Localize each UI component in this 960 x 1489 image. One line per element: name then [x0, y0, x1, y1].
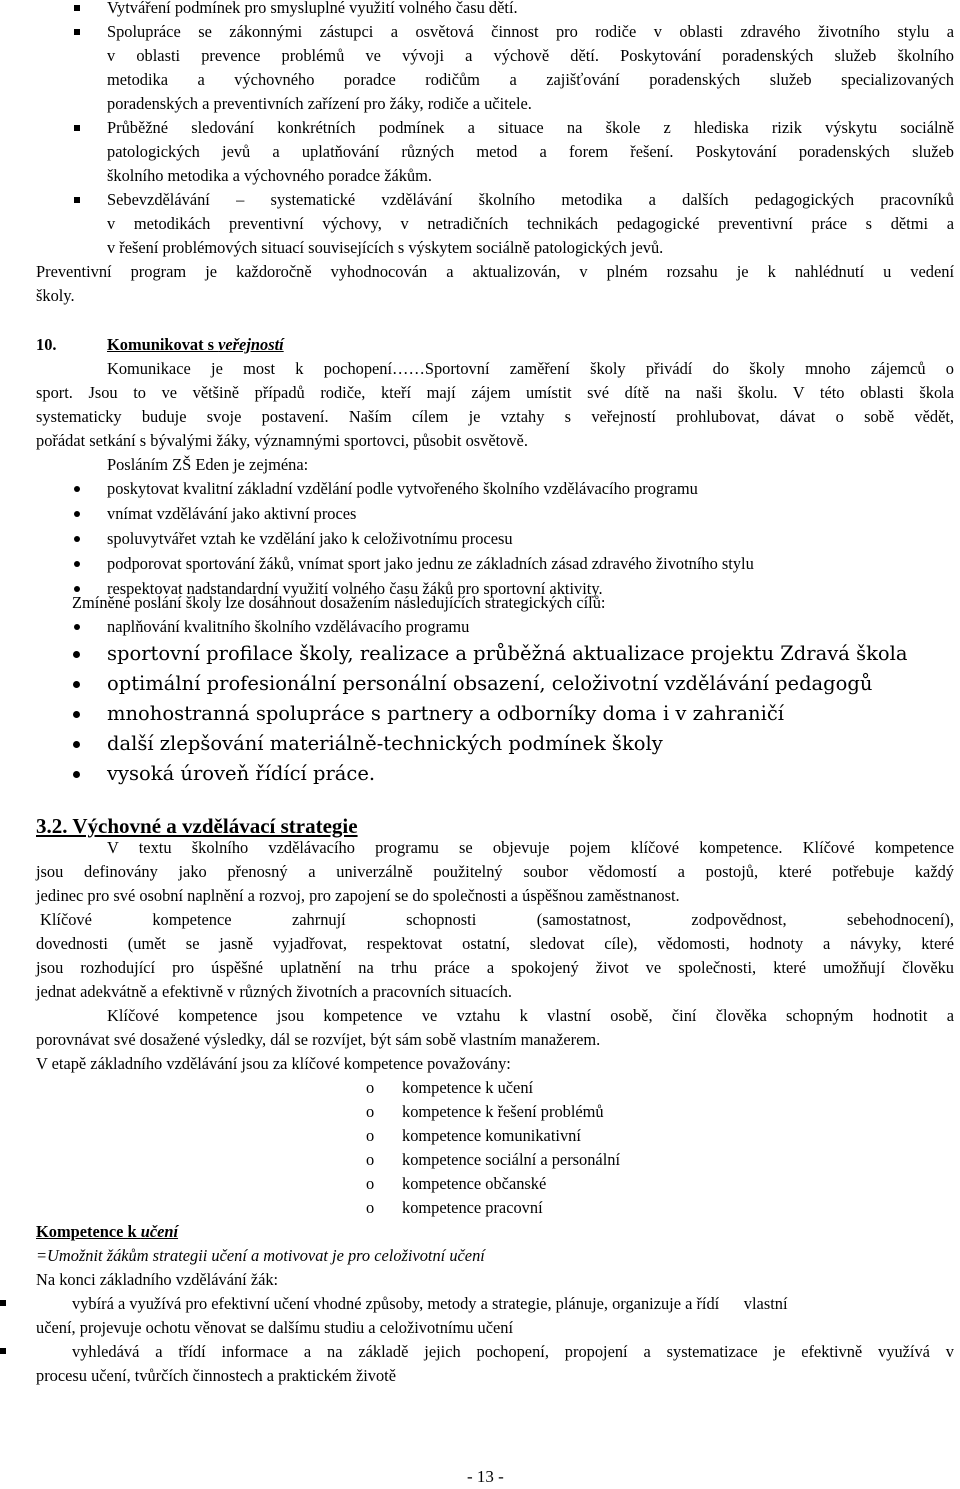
paragraph-line: sport. Jsou to ve většině případů rodiče, kteří mají zájem umístit své dítě na naši školu. V této oblasti škola — [36, 383, 954, 402]
paragraph-line: porovnávat své dosažené výsledky, dál se rozvíjet, být sám sobě vlastním manažerem. — [36, 1030, 601, 1049]
competence-item: kompetence k řešení problémů — [402, 1102, 604, 1121]
square-bullet-icon — [74, 29, 80, 35]
paragraph-line: Komunikace je most k pochopení……Sportovní zaměření školy přivádí do školy mnoho zájemců o — [107, 359, 954, 378]
goal-item: sportovní profilace školy, realizace a průběžná aktualizace projektu Zdravá škola — [107, 642, 908, 665]
circle-bullet-icon: o — [366, 1126, 375, 1145]
page-number: - 13 - — [467, 1467, 504, 1486]
bullet-text: Vytváření podmínek pro smysluplné využití volného času dětí. — [107, 0, 518, 17]
competence-item: kompetence občanské — [402, 1174, 547, 1193]
bullet-icon — [74, 536, 80, 542]
paragraph-line: dovednosti (umět se jasně vyjadřovat, respektovat ostatní, sledovat cíle), vědomosti, hodnoty a návyky, které — [36, 934, 954, 953]
evaluation-text: školy. — [36, 286, 75, 305]
goals-intro: Zmíněné poslání školy lze dosáhnout dosažením následujících strategických cílů: — [72, 593, 606, 612]
evaluation-text: Preventivní program je každoročně vyhodnocován a aktualizován, v plném rozsahu je k nahlédnutí u vedení — [36, 262, 954, 281]
paragraph-line: pořádat setkání s bývalými žáky, významnými sportovci, působit osvětově. — [36, 431, 528, 450]
competence-item: kompetence k učení — [402, 1078, 534, 1097]
section-number: 10. — [36, 335, 57, 354]
square-bullet-icon — [74, 5, 80, 11]
goal-item: další zlepšování materiálně-technických podmínek školy — [107, 732, 663, 755]
bullet-text: metodika a výchovného poradce rodičům a zajišťování poradenských služeb specializovaných — [107, 70, 954, 89]
section-heading: 3.2. Výchovné a vzdělávací strategie — [36, 814, 358, 838]
competence-list-intro: V etapě základního vzdělávání jsou za klíčové kompetence považovány: — [36, 1054, 511, 1073]
goal-item: mnohostranná spolupráce s partnery a odborníky doma i v zahraničí — [107, 702, 785, 725]
bullet-icon — [74, 624, 80, 630]
circle-bullet-icon: o — [366, 1174, 375, 1193]
bullet-icon — [74, 561, 80, 567]
square-bullet-icon — [0, 1300, 6, 1306]
competence-item: kompetence sociální a personální — [402, 1150, 621, 1169]
learning-item: učení, projevuje ochotu věnovat se dalšímu studiu a celoživotnímu učení — [36, 1318, 514, 1337]
mission-item: vnímat vzdělávání jako aktivní proces — [107, 504, 357, 523]
bullet-icon — [73, 741, 80, 748]
mission-intro: Posláním ZŠ Eden je zejména: — [107, 455, 309, 474]
mission-item: podporovat sportování žáků, vnímat sport jako jednu ze základních zásad zdravého životního stylu — [107, 554, 754, 573]
paragraph-line: systematicky buduje svoje postavení. Naším cílem je vztahy s veřejností prohlubovat, dávat o sobě vědět, — [36, 407, 954, 426]
bullet-text: školního metodika a výchovného poradce žákům. — [107, 166, 432, 185]
bullet-text: Průběžné sledování konkrétních podmínek a situace na škole z hlediska rizik výskytu sociálně — [107, 118, 954, 137]
bullet-text: poradenských a preventivních zařízení pro žáky, rodiče a učitele. — [107, 94, 532, 113]
circle-bullet-icon: o — [366, 1150, 375, 1169]
learning-item: vybírá a využívá pro efektivní učení vhodné způsoby, metody a strategie, plánuje, organizuje a řídí vlastní — [72, 1294, 788, 1313]
paragraph-line: Klíčové kompetence jsou kompetence ve vztahu k vlastní osobě, činí člověka schopným hodnotit a — [107, 1006, 954, 1025]
bullet-icon — [74, 486, 80, 492]
bullet-icon — [74, 511, 80, 517]
bullet-icon — [73, 651, 80, 658]
bullet-text: patologických jevů a uplatňování různých metod a forem řešení. Poskytování poradenských služeb — [107, 142, 954, 161]
section-title: Komunikovat s veřejností — [107, 335, 284, 354]
square-bullet-icon — [0, 1348, 6, 1354]
learning-intro: Na konci základního vzdělávání žák: — [36, 1270, 279, 1289]
goal-item: optimální profesionální personální obsazení, celoživotní vzdělávání pedagogů — [107, 672, 873, 695]
square-bullet-icon — [74, 125, 80, 131]
mission-item: poskytovat kvalitní základní vzdělání podle vytvořeného školního vzdělávacího programu — [107, 479, 698, 498]
competence-item: kompetence pracovní — [402, 1198, 543, 1217]
bullet-icon — [73, 681, 80, 688]
circle-bullet-icon: o — [366, 1078, 375, 1097]
mission-item: spoluvytvářet vztah ke vzdělání jako k celoživotnímu procesu — [107, 529, 513, 548]
learning-goal: =Umožnit žákům strategii učení a motivovat je pro celoživotní učení — [36, 1246, 485, 1265]
learning-item: procesu učení, tvůrčích činnostech a praktickém životě — [36, 1366, 396, 1385]
paragraph-line: V textu školního vzdělávacího programu se objevuje pojem klíčové kompetence. Klíčové kompetence — [107, 838, 954, 857]
circle-bullet-icon: o — [366, 1102, 375, 1121]
bullet-text: v oblasti prevence problémů ve vývoji a výchově dětí. Poskytování poradenských služeb školního — [107, 46, 954, 65]
bullet-text: Sebevzdělávání – systematické vzdělávání školního metodika a dalších pedagogických pracovníků — [107, 190, 954, 209]
goal-item: vysoká úroveň řídící práce. — [107, 762, 376, 785]
goal-item: naplňování kvalitního školního vzdělávacího programu — [107, 617, 470, 636]
paragraph-line: jsou definovány jako přenosný a univerzálně použitelný soubor vědomostí a postojů, které potřebuje každý — [36, 862, 954, 881]
paragraph-line: jedinec pro své osobní naplnění a rozvoj, pro zapojení se do společnosti a úspěšnou zaměstnanost. — [36, 886, 680, 905]
bullet-icon — [73, 711, 80, 718]
circle-bullet-icon: o — [366, 1198, 375, 1217]
bullet-text: Spolupráce se zákonnými zástupci a osvětová činnost pro rodiče v oblasti zdravého životního stylu a — [107, 22, 954, 41]
bullet-text: v řešení problémových situací souvisejících s výskytem sociálně patologických jevů. — [107, 238, 664, 257]
competence-item: kompetence komunikativní — [402, 1126, 581, 1145]
bullet-icon — [73, 771, 80, 778]
paragraph-line: jsou rozhodující pro úspěšné uplatnění na trhu práce a spokojený život ve společnosti, které umožňují člověku — [36, 958, 954, 977]
bullet-text: v metodikách preventivní výchovy, v netradičních technikách pedagogické preventivní práce s dětmi a — [107, 214, 954, 233]
paragraph-line: Klíčové kompetence zahrnují schopnosti (samostatnost, zodpovědnost, sebehodnocení), — [40, 910, 954, 929]
learning-item: vyhledává a třídí informace a na základě jejich pochopení, propojení a systematizace je efektivně využívá v — [72, 1342, 954, 1361]
learning-heading: Kompetence k učení — [36, 1222, 179, 1241]
paragraph-line: jednat adekvátně a efektivně v různých životních a pracovních situacích. — [36, 982, 513, 1001]
mission-item: respektovat nadstandardní využití volného času žáků pro sportovní aktivity. — [107, 579, 603, 598]
square-bullet-icon — [74, 197, 80, 203]
